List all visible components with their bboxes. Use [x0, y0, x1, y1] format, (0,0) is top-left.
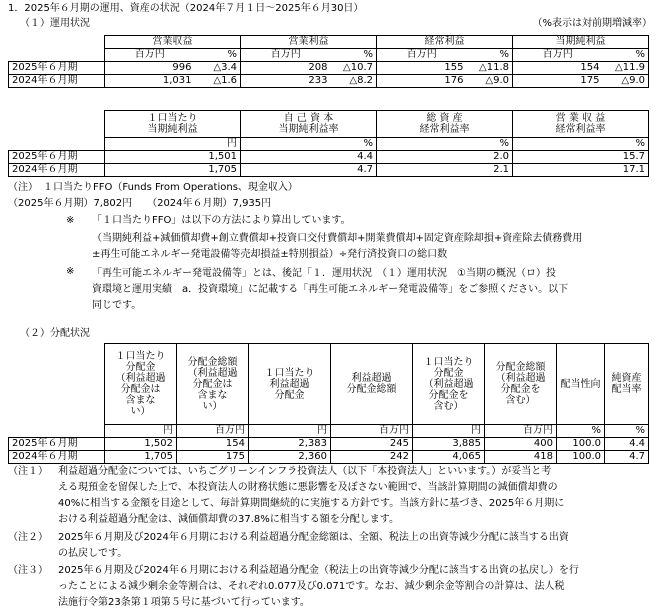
unit-cell: 円: [105, 425, 177, 438]
value-cell: 1,705: [105, 451, 177, 464]
value-cell: 400: [485, 438, 557, 451]
value-cell: △1.6: [195, 75, 241, 88]
value-cell: 233: [241, 75, 331, 88]
value-cell: 1,031: [105, 75, 195, 88]
value-cell: 242: [331, 451, 413, 464]
header-total-dist: 分配金総額 （利益超過 分配金は 含まな い）: [177, 344, 249, 425]
unit-cell: 百万円: [331, 425, 413, 438]
footnote-label: （注１）: [8, 466, 48, 477]
value-cell: 245: [331, 438, 413, 451]
value-cell: 1,501: [105, 151, 241, 164]
operating-results-table: [8, 35, 649, 88]
header-operating-income: 営業利益: [241, 36, 377, 49]
row-label: 2025年６月期: [9, 62, 105, 75]
value-cell: △3.4: [195, 62, 241, 75]
value-cell: 418: [485, 451, 557, 464]
table-row: [9, 164, 649, 177]
ffo-method-note: 「１口当たりFFO」は以下の方法により算出しています。: [92, 215, 351, 226]
value-cell: 176: [377, 75, 467, 88]
value-cell: 175: [177, 451, 249, 464]
header-ordinary-income-ratio: 営 業 収 益 経常利益率: [513, 111, 649, 138]
value-cell: 3,885: [413, 438, 485, 451]
row-label: 2025年６月期: [9, 151, 105, 164]
header-roa: 総 資 産 経常利益率: [377, 111, 513, 138]
value-cell: 4.7: [241, 164, 377, 177]
unit-cell: 百万円: [105, 49, 195, 62]
value-cell: 100.0: [557, 451, 605, 464]
note-mark: ※: [66, 215, 75, 226]
header-total-excess: 利益超過 分配金総額: [331, 344, 413, 425]
footnote-text: 2025年６月期及び2024年６月期における利益超過分配金総額は、全額、税法上の出資等減少分配に該当する出資 の払戻しです。: [58, 532, 569, 559]
header-payout-ratio: 配当性向: [557, 344, 605, 425]
value-cell: △9.0: [603, 75, 649, 88]
value-cell: △11.9: [603, 62, 649, 75]
unit-cell: %: [605, 425, 649, 438]
row-label: 2024年６月期: [9, 75, 105, 88]
table-row: [9, 438, 649, 451]
value-cell: 17.1: [513, 164, 649, 177]
ratios-table: [8, 110, 649, 177]
unit-cell: 円: [105, 138, 241, 151]
unit-cell: 百万円: [513, 49, 603, 62]
unit-cell: %: [513, 138, 649, 151]
value-cell: △11.8: [467, 62, 513, 75]
unit-cell: %: [195, 49, 241, 62]
value-cell: 2,360: [249, 451, 331, 464]
value-cell: 100.0: [557, 438, 605, 451]
value-cell: 175: [513, 75, 603, 88]
unit-cell: 百万円: [485, 425, 557, 438]
header-net-asset-ratio: 純資産 配当率: [605, 344, 649, 425]
percent-note: （%表示は対前期増減率）: [532, 18, 652, 29]
header-net-income-per-unit: １口当たり 当期純利益: [105, 111, 241, 138]
value-cell: 4.4: [241, 151, 377, 164]
unit-cell: %: [557, 425, 605, 438]
header-dist-per-unit-incl: １口当たり 分配金 （利益超過 分配金を 含む）: [413, 344, 485, 425]
row-label: 2024年６月期: [9, 164, 105, 177]
unit-cell: %: [377, 138, 513, 151]
unit-cell: 円: [249, 425, 331, 438]
value-cell: 154: [513, 62, 603, 75]
value-cell: 1,502: [105, 438, 177, 451]
header-total-dist-incl: 分配金総額 （利益超過 分配金を 含む）: [485, 344, 557, 425]
unit-cell: %: [331, 49, 377, 62]
value-cell: △8.2: [331, 75, 377, 88]
footnote-text: 利益超過分配金については、いちごグリーンインフラ投資法人（以下「本投資法人」といいます。）が妥当と考 える現預金を留保した上で、本投資法人の財務状態に悪影響を及ぼさない範囲で、当該計算期間の減価償却費の 40%に相当する金額を目途として、毎計算期間継続的に実施する方針です。当該方針に基づき、2025年６月期に おける利益超過分配金は、減価償却費の37.8%に相当する額を分配します。: [58, 466, 565, 525]
row-label: 2024年６月期: [9, 451, 105, 464]
value-cell: 4,065: [413, 451, 485, 464]
note-mark: ※: [66, 266, 75, 277]
header-excess-per-unit: １口当たり 利益超過 分配金: [249, 344, 331, 425]
header-revenue: 営業収益: [105, 36, 241, 49]
table-row: [9, 75, 649, 88]
section-heading: 1．2025年６月期の運用、資産の状況（2024年７月１日～2025年６月30日）: [8, 3, 364, 14]
renewable-definition-note: 「再生可能エネルギー発電設備等」とは、後記「１．運用状況 （１）運用状況 ①当期の概況（ロ）投 資環境と運用実績 a．投資環境」に記載する「再生可能エネルギー発電設備等」をご参照ください。以下 同じです。: [92, 268, 569, 311]
header-dist-per-unit: １口当たり 分配金 （利益超過 分配金は 含まな い）: [105, 344, 177, 425]
value-cell: 2.0: [377, 151, 513, 164]
value-cell: 4.4: [605, 438, 649, 451]
footnote-text: 2025年６月期及び2024年６月期における利益超過分配金（税法上の出資等減少分配に該当する出資の払戻し）を行 ったことによる減少剰余金等割合は、それぞれ0.077及び0.071です。なお、減少剰余金等割合の計算は、法人税 法施行令第23条第１項第５号に基づいて行っています。: [58, 565, 579, 608]
unit-cell: 百万円: [241, 49, 331, 62]
operations-subtitle: （１）運用状況: [20, 18, 90, 29]
table-row: [9, 62, 649, 75]
value-cell: 2,383: [249, 438, 331, 451]
unit-cell: %: [603, 49, 649, 62]
value-cell: 4.7: [605, 451, 649, 464]
footnote-label: （注３）: [8, 565, 48, 576]
distribution-subtitle: （２）分配状況: [20, 328, 90, 339]
header-roe: 自 己 資 本 当期純利益率: [241, 111, 377, 138]
value-cell: △9.0: [467, 75, 513, 88]
value-cell: △10.7: [331, 62, 377, 75]
unit-cell: %: [467, 49, 513, 62]
value-cell: 996: [105, 62, 195, 75]
unit-cell: 円: [413, 425, 485, 438]
value-cell: 1,705: [105, 164, 241, 177]
unit-cell: 百万円: [377, 49, 467, 62]
ffo-formula: （当期純利益+減価償却費+創立費償却+投資口交付費償却+開業費償却+固定資産除却損+資産除去債務費用 ±再生可能エネルギー発電設備等売却損益±特別損益）÷発行済投資口の総口数: [92, 233, 583, 260]
header-ordinary-income: 経常利益: [377, 36, 513, 49]
unit-cell: 百万円: [177, 425, 249, 438]
value-cell: 155: [377, 62, 467, 75]
row-label: 2025年６月期: [9, 438, 105, 451]
value-cell: 2.1: [377, 164, 513, 177]
footnote-label: （注２）: [8, 532, 48, 543]
header-net-income: 当期純利益: [513, 36, 649, 49]
table-row: [9, 451, 649, 464]
distribution-table: [8, 343, 649, 464]
value-cell: 208: [241, 62, 331, 75]
value-cell: 15.7: [513, 151, 649, 164]
unit-cell: %: [241, 138, 377, 151]
value-cell: 154: [177, 438, 249, 451]
ffo-note: （注） １口当たりFFO（Funds From Operations、現金収入）: [8, 182, 298, 193]
ffo-values: （2025年６月期）7,802円 （2024年６月期）7,935円: [8, 198, 272, 209]
table-row: [9, 151, 649, 164]
